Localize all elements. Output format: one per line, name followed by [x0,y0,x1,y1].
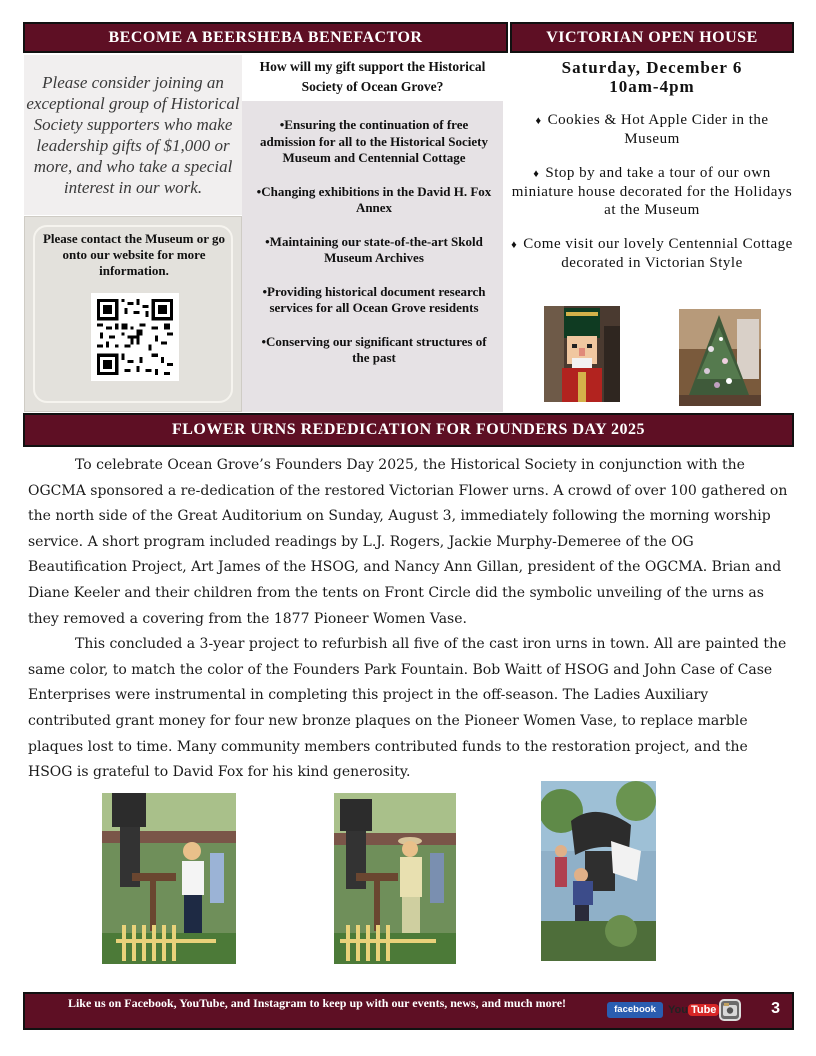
youtube-you: You [668,1004,688,1016]
facebook-icon[interactable]: facebook [607,1002,663,1018]
event-date-block [510,58,794,96]
gift-heading: How will my gift support the Historical Society of Ocean Grove? [242,55,503,101]
diamond-bullet-icon: ♦ [533,168,540,180]
dedication-photo-image [102,793,236,964]
qr-code-icon [97,299,173,375]
article-paragraph: This concluded a 3-year project to refurbish all five of the cast iron urns in town. All are painted the same color, to match the color of the Founders Park Fountain. Bob Waitt of HSOG and John Case of Case Enterprises were instrumental in completing this project in the off-season. The Ladies Auxiliary contributed grant money for four new bronze plaques on the Pioneer Women Vase, to replace marble plaques lost to time. Many community members contributed funds to the restoration project, and the HSOG is grateful to David Fox for his kind generosity. [28,636,787,781]
urns-banner [23,413,794,447]
article-body [28,453,788,786]
youtube-tube: Tube [688,1004,719,1016]
contact-text: Please contact the Museum or go onto our website for more information. [42,231,226,278]
event-item-text: Come visit our lovely Centennial Cottage decorated in Victorian Style [523,236,793,271]
qr-code[interactable] [91,293,179,381]
event-time: 10am-4pm [609,77,695,96]
camera-icon [721,1001,739,1019]
speaker-photo-2 [334,793,456,964]
contact-box [24,216,242,412]
gift-list [252,117,496,384]
page-number: 3 [771,1000,780,1017]
diamond-bullet-icon: ♦ [511,239,518,251]
footer-text: Like us on Facebook, YouTube, and Instagram to keep up with our events, news, and much more! [67,996,567,1010]
gift-item: •Conserving our significant structures of the past [261,333,487,365]
nutcracker-image [544,306,620,402]
gift-item: •Providing historical document research services for all Ocean Grove residents [262,283,486,315]
urns-title: FLOWER URNS REDEDICATION FOR FOUNDERS DAY 2025 [171,421,646,438]
event-item-text: Stop by and take a tour of our own miniature house decorated for the Holidays at the Museum [511,165,793,218]
event-item [510,164,794,219]
open-house-title: VICTORIAN OPEN HOUSE [546,28,758,46]
christmas-tree-image [679,309,761,406]
nutcracker-photo [544,306,620,402]
unveiling-photo-image [541,781,656,961]
event-item [510,111,794,148]
gift-panel [242,55,503,412]
gift-item: •Changing exhibitions in the David H. Fox Annex [256,183,492,215]
gift-item: •Ensuring the continuation of free admission for all to the Historical Society Museum and Centennial Cottage [260,117,488,165]
open-house-banner [510,22,794,53]
appeal-box [24,55,242,215]
event-item-text: Cookies & Hot Apple Cider in the Museum [547,112,769,147]
footer-bar [23,992,794,1030]
event-list [510,111,794,288]
appeal-text: Please consider joining an exceptional group of Historical Society supporters who make leadership gifts of $1,000 or more, and who take a special interest in our work. [26,73,240,197]
article-paragraph: To celebrate Ocean Grove’s Founders Day 2025, the Historical Society in conjunction with the OGCMA sponsored a re-dedication of the restored Victorian Flower urns. A crowd of over 100 gathered on the north side of the Great Auditorium on Sunday, August 3, immediately following the morning worship service. A short program included readings by L.J. Rogers, Jackie Murphy-Demeree of the OG Beautification Project, Art James of the HSOG, and Nancy Ann Gillan, president of the OGCMA. Brian and Diane Keeler and their children from the tents on Front Circle did the symbolic unveiling of the urns as they removed a covering from the 1877 Pioneer Women Vase. [28,457,788,627]
event-item [510,235,794,272]
dedication-photo-image [334,793,456,964]
gift-item: •Maintaining our state-of-the-art Skold Museum Archives [265,233,483,265]
benefactor-banner [23,22,508,53]
benefactor-title: BECOME A BEERSHEBA BENEFACTOR [108,28,423,46]
event-date: Saturday, December 6 [561,58,743,77]
diamond-bullet-icon: ♦ [535,115,542,127]
instagram-icon[interactable] [719,999,741,1021]
speaker-photo-1 [102,793,236,964]
christmas-tree-photo [679,309,761,406]
unveiling-photo [541,781,656,961]
youtube-icon[interactable] [668,1001,724,1019]
